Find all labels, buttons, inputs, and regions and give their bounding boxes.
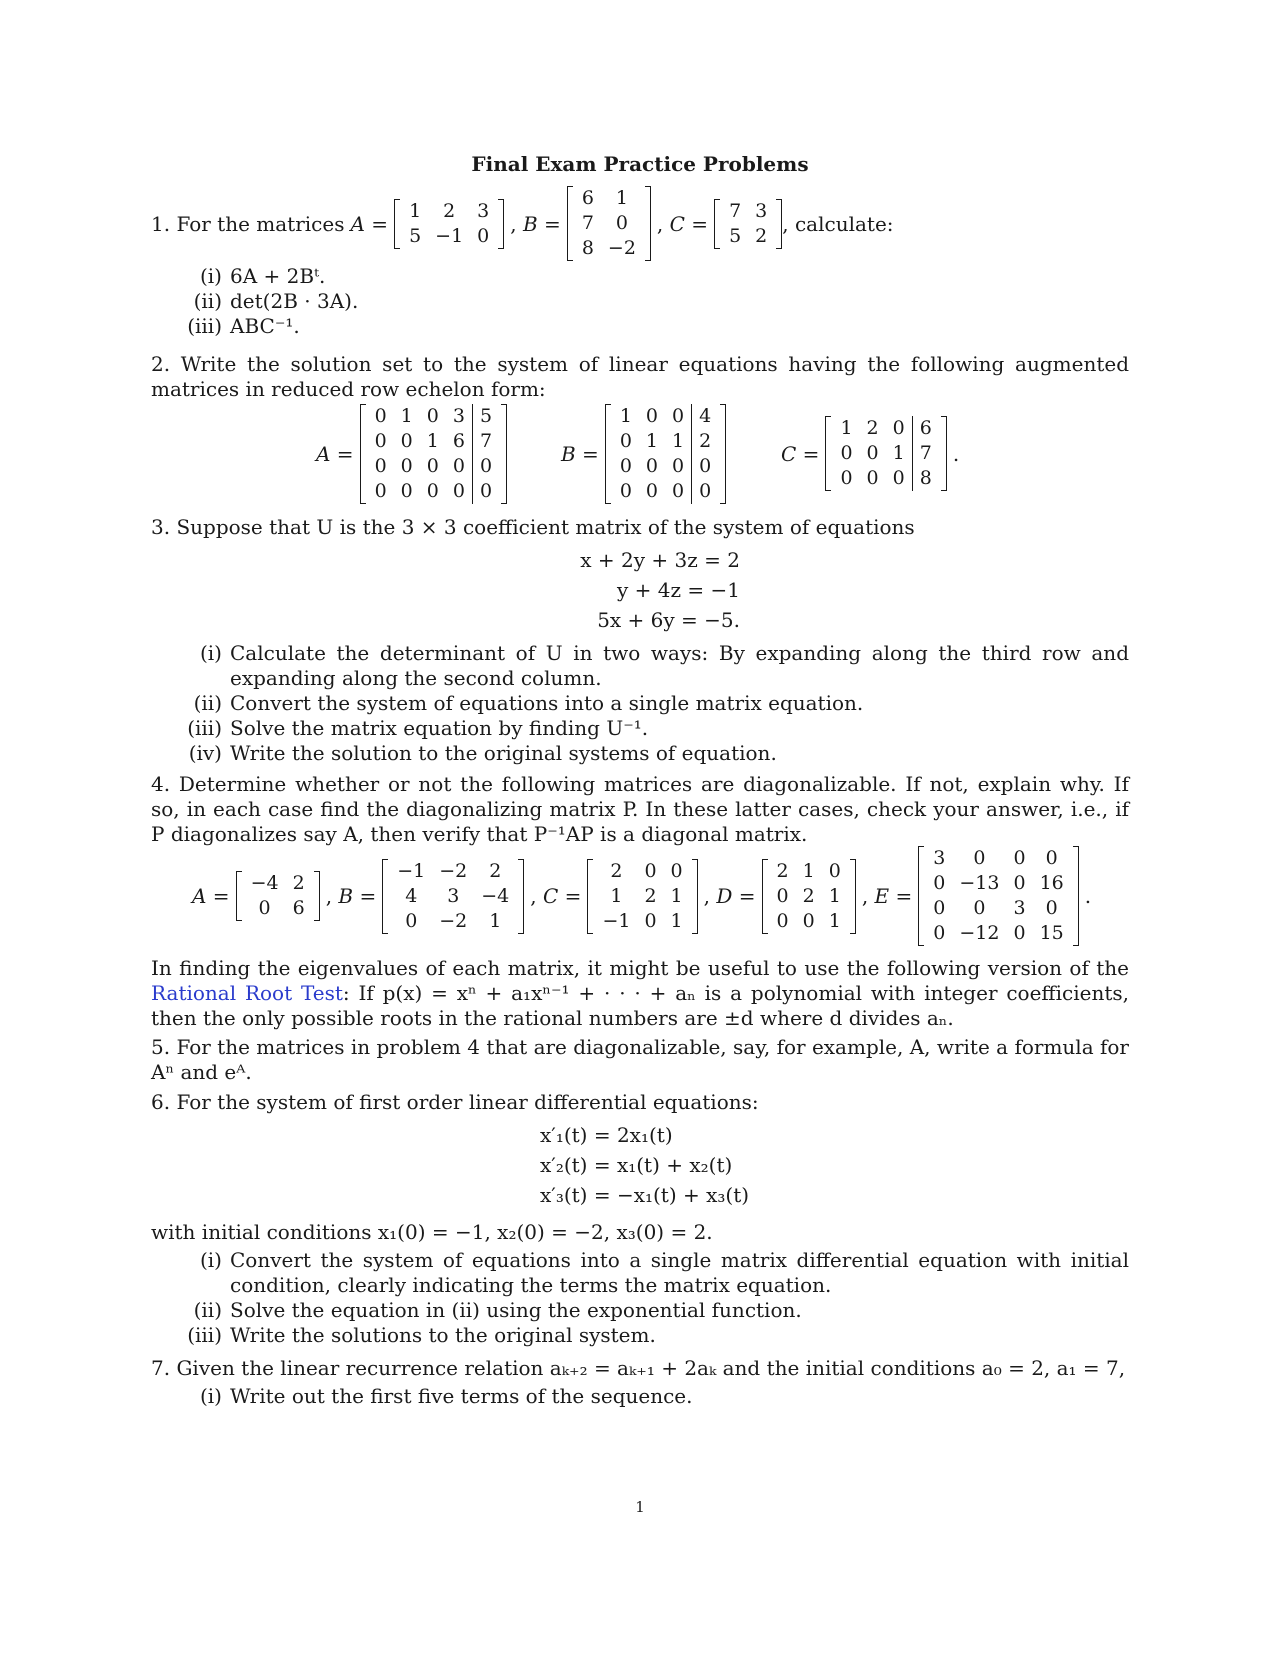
problem-1-lead: 1. For the matrices: [151, 211, 345, 236]
problem-6-initial-conditions: with initial conditions x₁(0) = −1, x₂(0) = −2, x₃(0) = 2.: [151, 1220, 713, 1244]
matrix-entry: 1: [828, 884, 841, 907]
matrix-entry: 1: [409, 199, 422, 222]
matrix-entry: 0: [886, 466, 913, 491]
problem-1-tail: , calculate:: [782, 211, 894, 236]
matrix-entry: 1: [670, 884, 683, 907]
matrix-entry: 0: [933, 922, 946, 944]
matrix-entry: 0: [479, 455, 493, 477]
list-item: (i) Convert the system of equations into a single matrix differential equation with initial condition, clearly indicating the terms the matrix equation.: [199, 1248, 1129, 1297]
matrix-entry: 6: [919, 417, 932, 439]
list-item: (ii) Solve the equation in (ii) using the exponential function.: [193, 1298, 802, 1322]
matrix-entry: 0: [1013, 872, 1026, 894]
equation: 5x + 6y = −5.: [597, 608, 740, 632]
matrix-entry: 8: [919, 467, 932, 489]
matrix-entry: 2: [489, 859, 502, 882]
equation: y + 4z = −1: [617, 578, 740, 602]
list-item: (i) Calculate the determinant of U in two ways: By expanding along the third row and expanding along the second column.: [199, 641, 1129, 690]
matrix-entry: 5: [729, 224, 742, 247]
matrix: [605, 404, 726, 504]
equation: x′₃(t) = −x₁(t) + x₃(t): [540, 1183, 750, 1207]
matrix-entry: 0: [374, 430, 387, 452]
matrix: [360, 404, 507, 504]
matrix: [382, 859, 524, 934]
matrix-entry: 0: [619, 480, 632, 502]
list-item: (iii) Write the solutions to the original system.: [187, 1323, 656, 1347]
matrix-entry: 1: [886, 441, 913, 466]
matrix-entry: 8: [581, 237, 594, 259]
matrix-entry: 1: [426, 430, 439, 452]
matrix-entry: 0: [374, 455, 387, 477]
matrix-entry: 2: [802, 884, 815, 907]
matrix-entry: 2: [610, 859, 623, 882]
matrix-entry: 1: [840, 417, 853, 439]
problem-1-statement: [151, 186, 894, 261]
matrix-entry: 0: [866, 442, 879, 464]
matrix-entry: 0: [426, 405, 439, 427]
matrix-entry: 16: [1039, 872, 1064, 894]
matrix: [394, 199, 504, 249]
matrix: [762, 859, 856, 934]
matrix-entry: 0: [776, 909, 789, 932]
matrix-entry: −1: [602, 909, 631, 932]
matrix-entry: 0: [840, 467, 853, 489]
problem-4-text: 4. Determine whether or not the following matrices are diagonalizable. If not, explain why. If so, in each case find the diagonalizing matrix P. In these latter cases, check your answer, i.e., if P diagonalizes say A, then verify that P⁻¹AP is a diagonal matrix.: [151, 772, 1129, 846]
matrix-entry: 0: [828, 859, 841, 882]
matrix-entry: 0: [1045, 897, 1058, 919]
matrix-entry: 0: [644, 859, 657, 882]
matrix-entry: 3: [446, 404, 473, 429]
matrix-entry: −2: [439, 859, 468, 882]
matrix-entry: 0: [426, 480, 439, 502]
problem-6-system: [540, 1120, 780, 1210]
matrix-entry: 3: [755, 199, 768, 222]
problem-6-items: [178, 1248, 1129, 1348]
matrix-entry: 0: [933, 897, 946, 919]
matrix-entry: 0: [479, 480, 493, 502]
matrix-entry: 1: [489, 909, 502, 932]
matrix-entry: 0: [619, 430, 632, 452]
matrix: [236, 871, 320, 921]
matrix-entry: 0: [645, 480, 659, 502]
matrix-entry: 0: [1013, 847, 1026, 869]
matrix-entry: −2: [439, 909, 468, 932]
matrix-entry: 3: [447, 884, 460, 907]
problem-2-matrix-C: C = 1 2 0 6 0 0 1 7 0 0 0 8 .: [781, 417, 960, 489]
matrix-entry: 0: [645, 455, 659, 477]
page-number: 1: [635, 1498, 645, 1516]
list-item: (iii) ABC⁻¹.: [187, 314, 300, 338]
matrix: [825, 416, 946, 491]
matrix-entry: 0: [886, 416, 913, 441]
matrix: [918, 846, 1078, 946]
matrix-entry: 0: [1013, 922, 1026, 944]
matrix-entry: 5: [479, 405, 493, 427]
list-item: (ii) Convert the system of equations into a single matrix equation.: [193, 691, 864, 715]
matrix-entry: 2: [755, 224, 768, 247]
matrix-entry: 1: [400, 405, 413, 427]
matrix-entry: 1: [619, 405, 632, 427]
matrix-entry: 3: [477, 199, 490, 222]
matrix: [567, 186, 651, 261]
matrix-entry: 0: [615, 212, 628, 234]
list-item: (i) Write out the first five terms of the sequence.: [199, 1384, 693, 1408]
problem-7-items: [178, 1384, 1129, 1409]
list-item: (iv) Write the solution to the original systems of equation.: [188, 741, 777, 765]
matrix-entry: 0: [258, 897, 271, 919]
matrix-entry: 2: [644, 884, 657, 907]
matrix-entry: 0: [400, 455, 413, 477]
matrix-entry: 6: [446, 429, 473, 454]
matrix-entry: 0: [400, 430, 413, 452]
matrix-entry: 15: [1039, 922, 1064, 944]
matrix-entry: 0: [866, 467, 879, 489]
matrix-entry: 4: [699, 405, 712, 427]
matrix-entry: 1: [645, 430, 659, 452]
matrix-entry: 0: [665, 479, 692, 504]
matrix-entry: 2: [292, 872, 305, 894]
matrix-entry: 7: [479, 430, 493, 452]
matrix-entry: 0: [405, 909, 418, 932]
matrix-entry: 0: [840, 442, 853, 464]
matrix-entry: 5: [409, 224, 422, 247]
matrix-entry: 0: [446, 479, 473, 504]
problem-3-text: 3. Suppose that U is the 3 × 3 coefficient matrix of the system of equations: [151, 515, 915, 539]
label-C: , C =: [656, 211, 709, 236]
matrix-entry: 1: [615, 187, 628, 209]
matrix-entry: 2: [699, 430, 712, 452]
matrix-entry: 0: [1045, 847, 1058, 869]
matrix-entry: 0: [699, 480, 712, 502]
matrix: [587, 859, 697, 934]
matrix-entry: 0: [374, 480, 387, 502]
list-item: (ii) det(2B · 3A).: [193, 289, 359, 313]
list-item: (i) 6A + 2Bᵗ.: [199, 264, 326, 288]
matrix-entry: 0: [477, 224, 490, 247]
matrix-entry: 0: [400, 480, 413, 502]
rational-root-test-link[interactable]: Rational Root Test: [151, 981, 343, 1005]
matrix-entry: 7: [919, 442, 932, 464]
matrix-entry: 0: [973, 847, 986, 869]
problem-2-text: 2. Write the solution set to the system of linear equations having the following augmented matrices in reduced row echelon form:: [151, 352, 1129, 401]
problem-2-matrix-A: A = 0 1 0 3 5 0 0 1 6 7 0 0 0 0 0 0 0 0 0 0: [310, 404, 507, 504]
matrix-entry: 6: [581, 187, 594, 209]
matrix-entry: 2: [866, 417, 879, 439]
equation: x′₂(t) = x₁(t) + x₂(t): [540, 1153, 733, 1177]
matrix-entry: 4: [405, 884, 418, 907]
problem-1-items: [178, 264, 1129, 339]
equation: x′₁(t) = 2x₁(t): [540, 1123, 673, 1147]
matrix-entry: 2: [776, 859, 789, 882]
page-title: Final Exam Practice Problems: [471, 152, 809, 176]
matrix-entry: 7: [729, 199, 742, 222]
matrix-entry: 7: [581, 212, 594, 234]
equation: x + 2y + 3z = 2: [580, 548, 740, 572]
matrix-entry: −4: [250, 872, 279, 894]
matrix-entry: 0: [374, 405, 387, 427]
matrix-entry: 2: [443, 199, 456, 222]
matrix-entry: −1: [435, 224, 464, 247]
matrix-entry: 1: [828, 909, 841, 932]
problem-3-system: [540, 545, 740, 635]
matrix-entry: 0: [776, 884, 789, 907]
matrix-entry: 0: [644, 909, 657, 932]
matrix-entry: 0: [665, 404, 692, 429]
label-A: A =: [350, 211, 389, 236]
problem-4-matrices: A = −4 2 0 6 , B = −1 −2 2 4 3 −4 0 −2 1 , C = 2 0 0 1 2 1 −1 0 1 , D = 2 1 0 0 2 1 0 0 1 , E = 3 0 0 0 0 −13 0 16 0 0 3 0 0 −12 0 15 .: [192, 847, 1092, 944]
matrix-entry: 3: [933, 847, 946, 869]
matrix-entry: 1: [665, 429, 692, 454]
problem-7-text: 7. Given the linear recurrence relation aₖ₊₂ = aₖ₊₁ + 2aₖ and the initial conditions a₀ = 2, a₁ = 7,: [151, 1356, 1126, 1380]
matrix-entry: −12: [959, 922, 1000, 944]
matrix-entry: 0: [645, 405, 659, 427]
matrix-entry: 1: [670, 909, 683, 932]
rational-root-note: In finding the eigenvalues of each matrix, it might be useful to use the following version of the Rational Root Test: If p(x) = xⁿ + a₁xⁿ⁻¹ + · · · + aₙ is a polynomial with integer coefficients, then the only possible roots in the rational numbers are ±d where d divides aₙ.: [151, 956, 1129, 1030]
matrix-entry: 0: [619, 455, 632, 477]
problem-2-matrix-B: B = 1 0 0 4 0 1 1 2 0 0 0 0 0 0 0 0: [555, 404, 726, 504]
matrix-entry: −13: [959, 872, 1000, 894]
matrix-entry: −1: [397, 859, 426, 882]
matrix-entry: 0: [973, 897, 986, 919]
matrix-entry: −2: [607, 237, 636, 259]
matrix-entry: 0: [699, 455, 712, 477]
matrix-entry: 0: [933, 872, 946, 894]
matrix-entry: 0: [446, 454, 473, 479]
matrix: [714, 199, 782, 249]
label-B: , B =: [510, 211, 561, 236]
list-item: (iii) Solve the matrix equation by finding U⁻¹.: [187, 716, 649, 740]
matrix-entry: 1: [802, 859, 815, 882]
matrix-entry: 0: [665, 454, 692, 479]
problem-5-text: 5. For the matrices in problem 4 that are diagonalizable, say, for example, A, write a formula for Aⁿ and eᴬ.: [151, 1035, 1129, 1084]
matrix-entry: 0: [802, 909, 815, 932]
problem-3-items: [178, 641, 1129, 766]
matrix-entry: 3: [1013, 897, 1026, 919]
matrix-entry: 0: [426, 455, 439, 477]
matrix-entry: 1: [610, 884, 623, 907]
matrix-entry: 6: [292, 897, 305, 919]
problem-6-text: 6. For the system of first order linear differential equations:: [151, 1090, 759, 1114]
matrix-entry: −4: [481, 884, 510, 907]
matrix-entry: 0: [670, 859, 683, 882]
